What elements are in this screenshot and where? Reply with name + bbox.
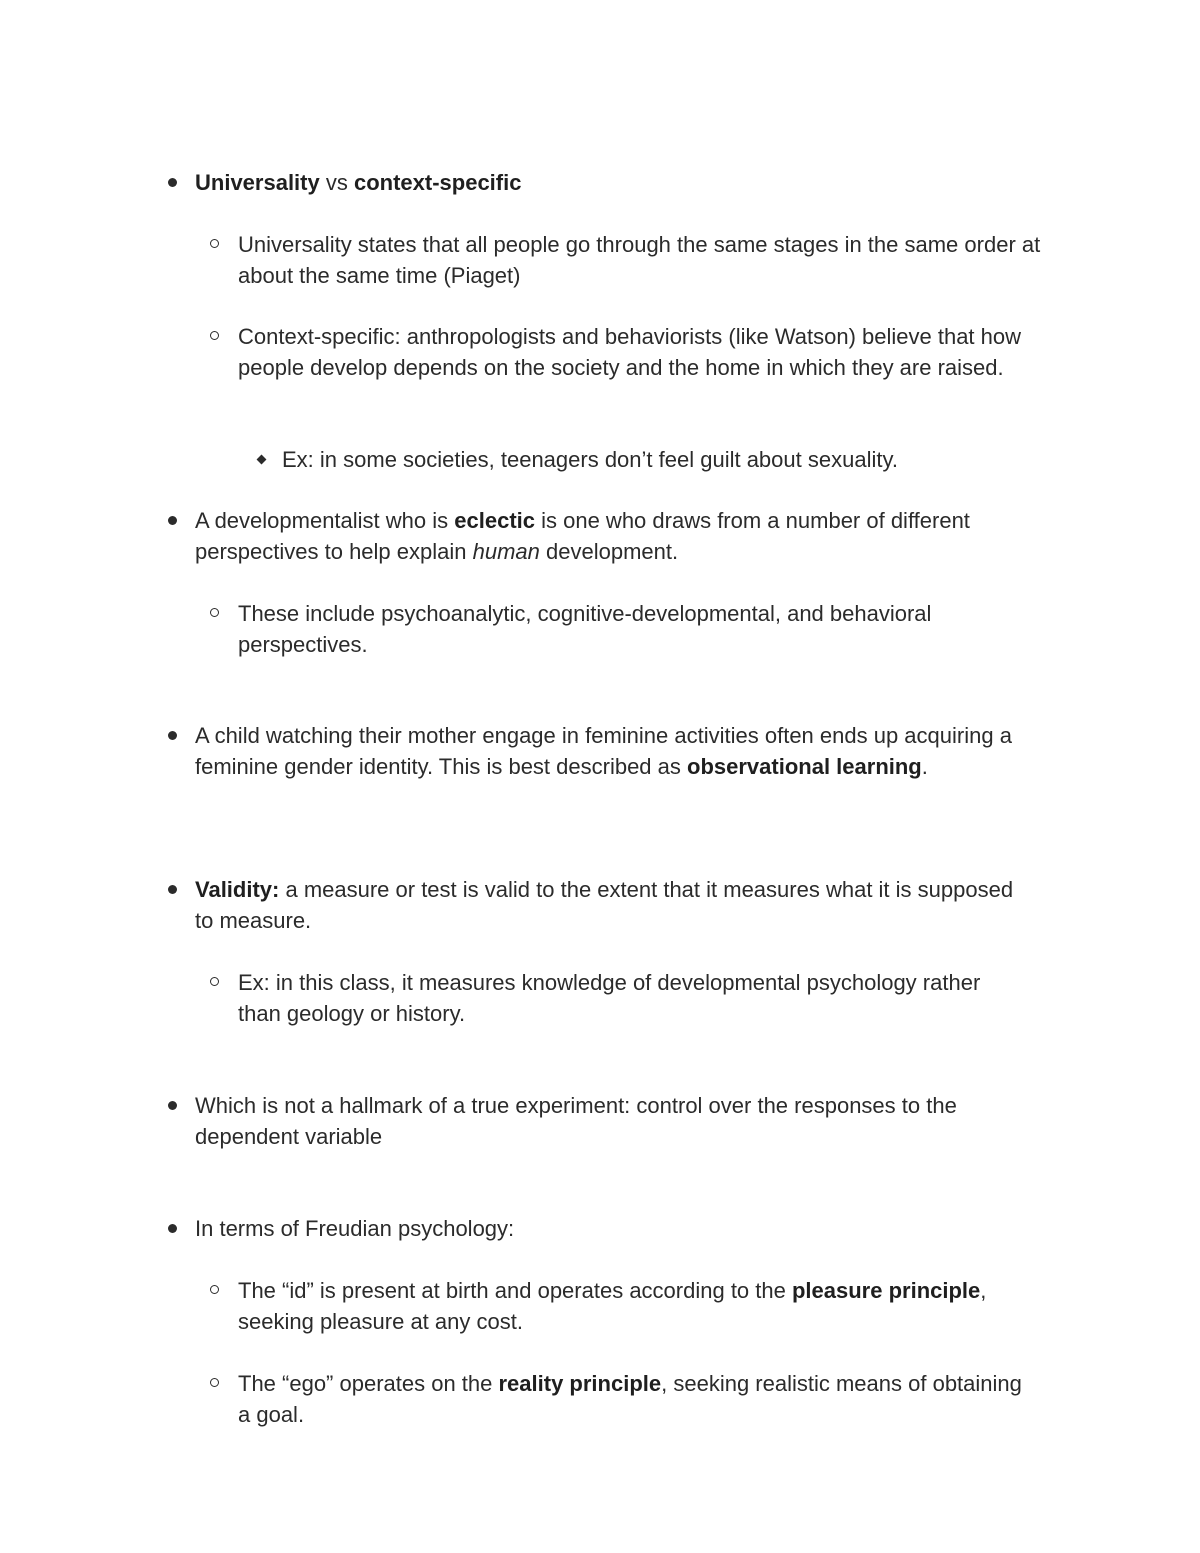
bold-term: Universality [195,170,320,195]
list-item-true-experiment: Which is not a hallmark of a true experiment: control over the responses to the dependent variable [195,1093,957,1149]
list-item-freudian: In terms of Freudian psychology: [195,1216,515,1241]
bullet-icon [168,731,177,740]
bold-term: pleasure principle [791,1278,981,1303]
sub-item-universality-definition: Universality states that all people go through the same stages in the same order at about the same time (Piaget) [238,232,1041,288]
bold-term: observational learning [687,754,922,779]
sub-item-context-specific: Context-specific: anthropologists and behaviorists (like Watson) believe that how people develop depends on the society and the home in which they are raised. [238,324,1022,380]
bullet-icon [168,1224,177,1233]
list-item-validity: Validity: a measure or test is valid to the extent that it measures what it is supposed to measure. [195,877,1014,933]
hollow-bullet-icon [210,331,219,340]
list-item-observational-learning: A child watching their mother engage in feminine activities often ends up acquiring a feminine gender identity. This is best described as observational learning. [195,723,1012,779]
hollow-bullet-icon [210,608,219,617]
sub-item-id: The “id” is present at birth and operates according to the pleasure principle, seeking pleasure at any cost. [238,1278,987,1334]
sub-item-validity-example: Ex: in this class, it measures knowledge of developmental psychology rather than geology or history. [238,970,981,1026]
list-item-universality: Universality vs context-specific [195,170,522,195]
sub-item-perspectives: These include psychoanalytic, cognitive-developmental, and behavioral perspectives. [238,601,932,657]
bold-term: context-specific [353,170,522,195]
bullet-icon [168,516,177,525]
bold-term: reality principle [498,1371,662,1396]
hollow-bullet-icon [210,1378,219,1387]
italic-term: human [472,539,540,564]
sub-item-ego: The “ego” operates on the reality principle, seeking realistic means of obtaining a goal. [238,1371,1022,1427]
hollow-bullet-icon [210,977,219,986]
bold-term: eclectic [454,508,535,533]
bullet-icon [168,178,177,187]
hollow-bullet-icon [210,239,219,248]
sub-sub-item-example: Ex: in some societies, teenagers don’t feel guilt about sexuality. [282,447,898,472]
list-item-eclectic: A developmentalist who is eclectic is one who draws from a number of different perspectives to help explain human development. [195,508,970,564]
diamond-bullet-icon [257,455,267,465]
bullet-icon [168,885,177,894]
bullet-icon [168,1101,177,1110]
bold-term: Validity: [195,877,280,902]
hollow-bullet-icon [210,1285,219,1294]
